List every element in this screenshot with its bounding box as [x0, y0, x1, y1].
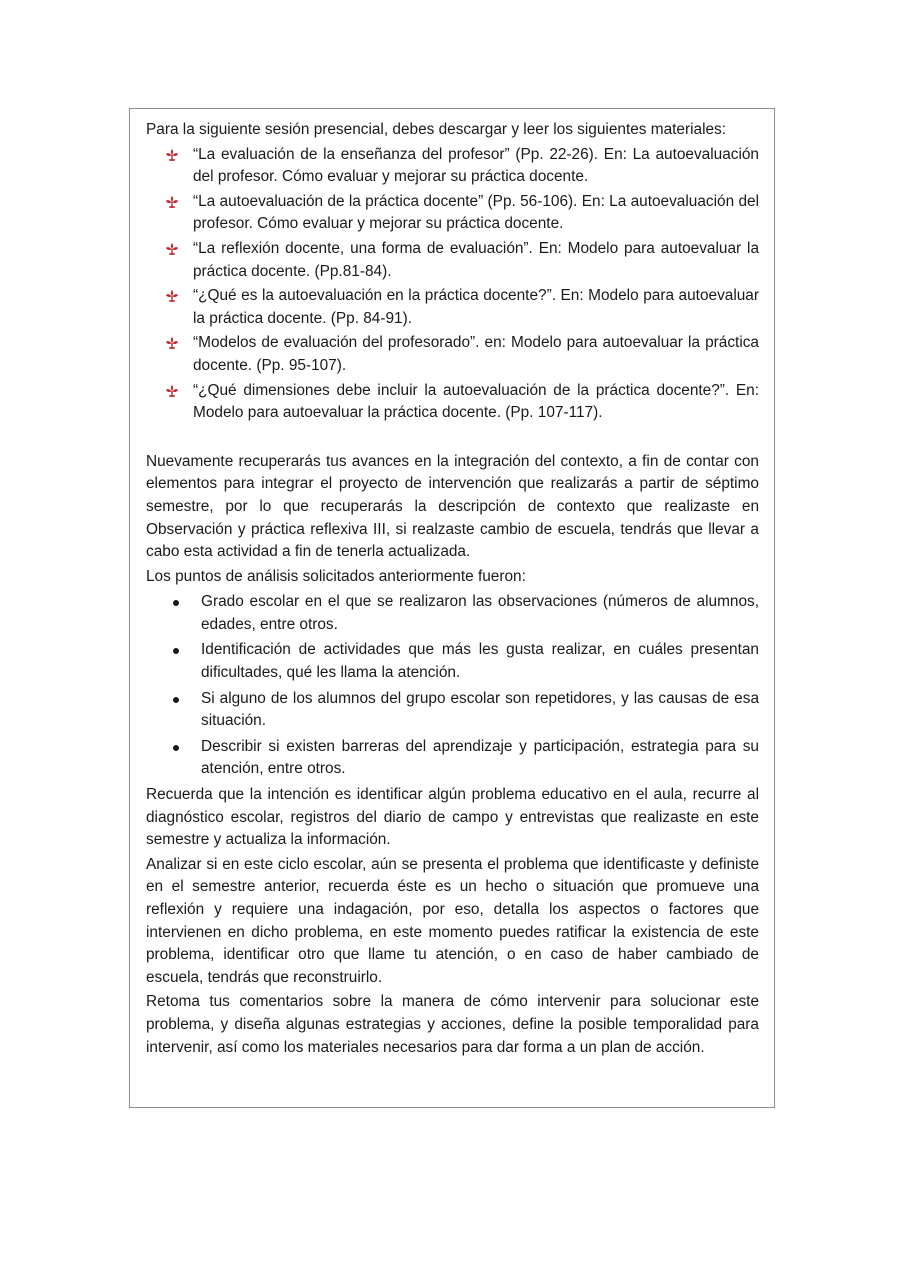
material-text: “¿Qué dimensiones debe incluir la autoevaluación de la práctica docente?”. En: Modelo para autoevaluar la práctica docente. (Pp. 107-117).	[193, 381, 759, 422]
analysis-points-list	[146, 591, 759, 781]
point-text: Identificación de actividades que más les gusta realizar, en cuáles presentan dificultades, qué les llama la atención.	[201, 641, 759, 682]
fleur-bullet-icon	[165, 242, 179, 256]
fleur-bullet-icon	[165, 195, 179, 209]
point-text: Si alguno de los alumnos del grupo escolar son repetidores, y las causas de esa situación.	[201, 689, 759, 730]
list-item	[146, 285, 759, 330]
bullet-dot-icon	[173, 648, 179, 654]
list-item	[146, 332, 759, 377]
list-item	[146, 736, 759, 781]
bullet-dot-icon	[173, 745, 179, 751]
points-intro: Los puntos de análisis solicitados anteriormente fueron:	[146, 567, 526, 585]
body-paragraph: Recuerda que la intención es identificar algún problema educativo en el aula, recurre al diagnóstico escolar, registros del diario de campo y entrevistas que realizaste en este semestre y actualiza la información.	[146, 786, 759, 849]
list-item	[146, 144, 759, 189]
fleur-bullet-icon	[165, 336, 179, 350]
list-item	[146, 639, 759, 684]
point-text: Grado escolar en el que se realizaron las observaciones (números de alumnos, edades, entre otros.	[201, 593, 759, 633]
list-item	[146, 238, 759, 283]
list-item	[146, 380, 759, 425]
fleur-bullet-icon	[165, 148, 179, 162]
fleur-bullet-icon	[165, 289, 179, 303]
point-text: Describir si existen barreras del aprendizaje y participación, estrategia para su atención, entre otros.	[201, 737, 759, 778]
bullet-dot-icon	[173, 697, 179, 703]
list-item	[146, 191, 759, 236]
materials-list	[146, 144, 759, 425]
material-text: “La reflexión docente, una forma de evaluación”. En: Modelo para autoevaluar la práctica docente. (Pp.81-84).	[193, 239, 759, 280]
body-paragraph: Analizar si en este ciclo escolar, aún se presenta el problema que identificaste y definiste en el semestre anterior, recuerda éste es un hecho o situación que promueve una reflexión y requiere una indagación, por eso, detalla los aspectos o factores que intervienen en dicho problema, en este momento puedes ratificar la existencia de este problema, identificar otro que llame tu atención, o en caso de haber cambiado de escuela, tendrás que reconstruirlo.	[146, 855, 759, 986]
list-item	[146, 688, 759, 733]
context-paragraph: Nuevamente recuperarás tus avances en la integración del contexto, a fin de contar con elementos para integrar el proyecto de intervención que realizarás a partir de séptimo semestre, por lo que recuperarás la descripción de contexto que realizaste en Observación y práctica reflexiva III, si realzaste cambio de escuela, tendrás que llevar a cabo esta actividad a fin de tenerla actualizada.	[146, 452, 759, 561]
body-paragraph: Retoma tus comentarios sobre la manera de cómo intervenir para solucionar este problema, y diseña algunas estrategias y acciones, define la posible temporalidad para intervenir, así como los materiales necesarios para dar forma a un plan de acción.	[146, 993, 759, 1056]
fleur-bullet-icon	[165, 384, 179, 398]
material-text: “Modelos de evaluación del profesorado”. en: Modelo para autoevaluar la práctica docente. (Pp. 95-107).	[193, 334, 759, 374]
material-text: “La autoevaluación de la práctica docente” (Pp. 56-106). En: La autoevaluación del profesor. Cómo evaluar y mejorar su práctica docente.	[193, 192, 759, 233]
bullet-dot-icon	[173, 600, 179, 606]
list-item	[146, 591, 759, 636]
material-text: “¿Qué es la autoevaluación en la práctica docente?”. En: Modelo para autoevaluar la práctica docente. (Pp. 84-91).	[193, 287, 759, 327]
material-text: “La evaluación de la enseñanza del profesor” (Pp. 22-26). En: La autoevaluación del profesor. Cómo evaluar y mejorar su práctica docente.	[193, 145, 759, 186]
intro-text: Para la siguiente sesión presencial, debes descargar y leer los siguientes materiales:	[146, 121, 727, 138]
content-box	[129, 108, 775, 1108]
